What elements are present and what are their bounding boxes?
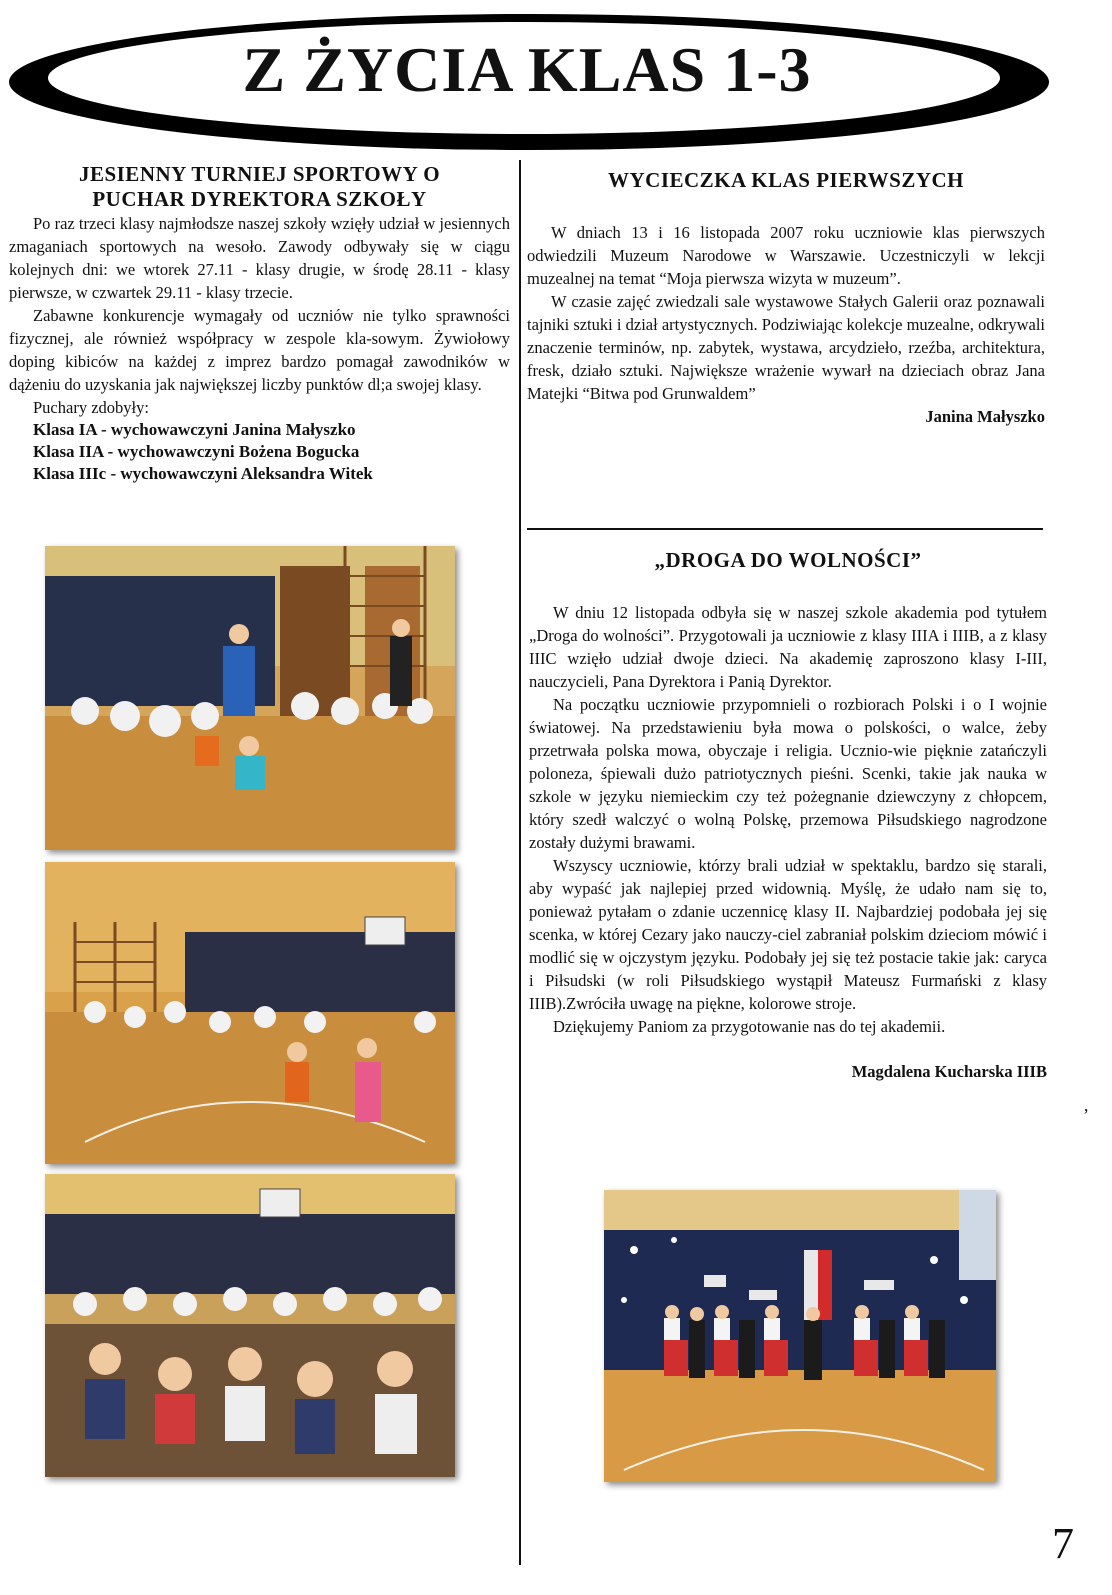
article-sport-paragraph: Zabawne konkurencje wymagały od uczniów nie tylko sprawności fizycznej, ale również współpracy w zespole kla-sowym. Żywiołowy doping kibiców na każdej z imprez bardzo pomagał zawodników w dążeniu do uzyskania jak największej liczby punktów dl;a swojej klasy. <box>9 306 510 394</box>
article-trip-title: WYCIECZKA KLAS PIERWSZYCH <box>608 168 964 192</box>
article-sport <box>9 162 510 485</box>
article-trip <box>527 168 1045 428</box>
award-entry: Klasa IIIc - wychowawczyni Aleksandra Witek <box>33 464 373 483</box>
article-freedom <box>529 548 1047 1083</box>
article-freedom-author: Magdalena Kucharska IIIB <box>851 1062 1047 1081</box>
page-title: Z ŻYCIA KLAS 1-3 <box>242 34 812 105</box>
article-freedom-paragraph: Na początku uczniowie przypomnieli o rozbiorach Polski i o I wojnie światowej. Na przedstawieniu była mowa o polskości, o walce, żeby przetrwała polska mowa, obyczaje i religia. Ucznio-wie pięknie zatańczyli poloneza, śpiewali dużo patriotycznych pieśni. Scenki, takie jak nauka w szkole w języku niemieckim czy też pożegnanie dziewczyny z chłopcem, który szedł walczyć o wolną Polskę, przemowa Piłsudskiego nagrodzone zostały dużymi brawami. <box>529 695 1047 852</box>
award-entry: Klasa IIA - wychowawczyni Bożena Bogucka <box>33 442 360 461</box>
page-number: 7 <box>1052 1519 1074 1568</box>
photo-akademia-polonez <box>604 1190 996 1482</box>
photo-gym-children-running <box>45 862 455 1164</box>
award-entry: Klasa IA - wychowawczyni Janina Małyszko <box>33 420 356 439</box>
article-freedom-paragraph: Wszyscy uczniowie, którzy brali udział w spektaklu, bardzo się starali, aby wypaść jak najlepiej przed widownią. Myślę, że udało nam się to, ponieważ pytałam o zdanie uczennicę klasy II. Najbardziej podobała jej się scenka, w której Cezary jako nauczy-ciel zabraniał polskim dzieciom mówić i modlić się w ojczystym języku. Podobały jej się też postacie takie jak: caryca i Piłsudski (w roli Piłsudskiego wystąpił Mateusz Furmański z klasy IIIB).Zwróciła uwagę na piękne, kolorowe stroje. <box>529 856 1047 1013</box>
article-sport-paragraph: Puchary zdobyły: <box>33 398 149 417</box>
stray-mark: ‚ <box>1083 1095 1089 1115</box>
photo-gym-children-sitting <box>45 546 455 850</box>
article-trip-author: Janina Małyszko <box>925 407 1045 426</box>
article-freedom-paragraph: W dniu 12 listopada odbyła się w naszej szkole akademia pod tytułem „Droga do wolności”. Przygotowali ja uczniowie z klasy IIIA i IIIB, a z klasy IIIC wzięło udział dwoje dzieci. Na akademię zaproszono klasy I-III, nauczycieli, Pana Dyrektora i Panią Dyrektor. <box>529 603 1047 691</box>
article-trip-paragraph: W dniach 13 i 16 listopada 2007 roku uczniowie klas pierwszych odwiedzili Muzeum Narodowe w Warszawie. Uczestniczyli w lekcji muzealnej na temat “Moja pierwsza wizyta w muzeum”. <box>527 223 1045 288</box>
photo-gym-audience <box>45 1174 455 1477</box>
column-divider <box>519 160 521 1565</box>
article-freedom-paragraph: Dziękujemy Paniom za przygotowanie nas do tej akademii. <box>553 1017 946 1036</box>
article-sport-title-line2: PUCHAR DYREKTORA SZKOŁY <box>92 187 427 211</box>
section-rule <box>527 528 1043 530</box>
article-freedom-title: „DROGA DO WOLNOŚCI” <box>654 548 922 572</box>
article-sport-title-line1: JESIENNY TURNIEJ SPORTOWY O <box>78 162 441 186</box>
article-sport-paragraph: Po raz trzeci klasy najmłodsze naszej szkoły wzięły udział w jesiennych zmaganiach sportowych na wesoło. Zawody odbywały się w ciągu kolejnych dni: we wtorek 27.11 - klasy drugie, w środę 28.11 - klasy pierwsze, w czwartek 29.11 - klasy trzecie. <box>9 214 510 302</box>
article-trip-paragraph: W czasie zajęć zwiedzali sale wystawowe Stałych Galerii oraz poznawali tajniki sztuki i dział artystycznych. Podziwiając kolekcje muzealne, odkrywali znaczenie terminów, np. zabytek, wystawa, arcydzieło, rzeźba, architektura, fresk, działo sztuki. Największe wrażenie wywarł na dzieciach obraz Jana Matejki “Bitwa pod Grunwaldem” <box>527 292 1045 403</box>
